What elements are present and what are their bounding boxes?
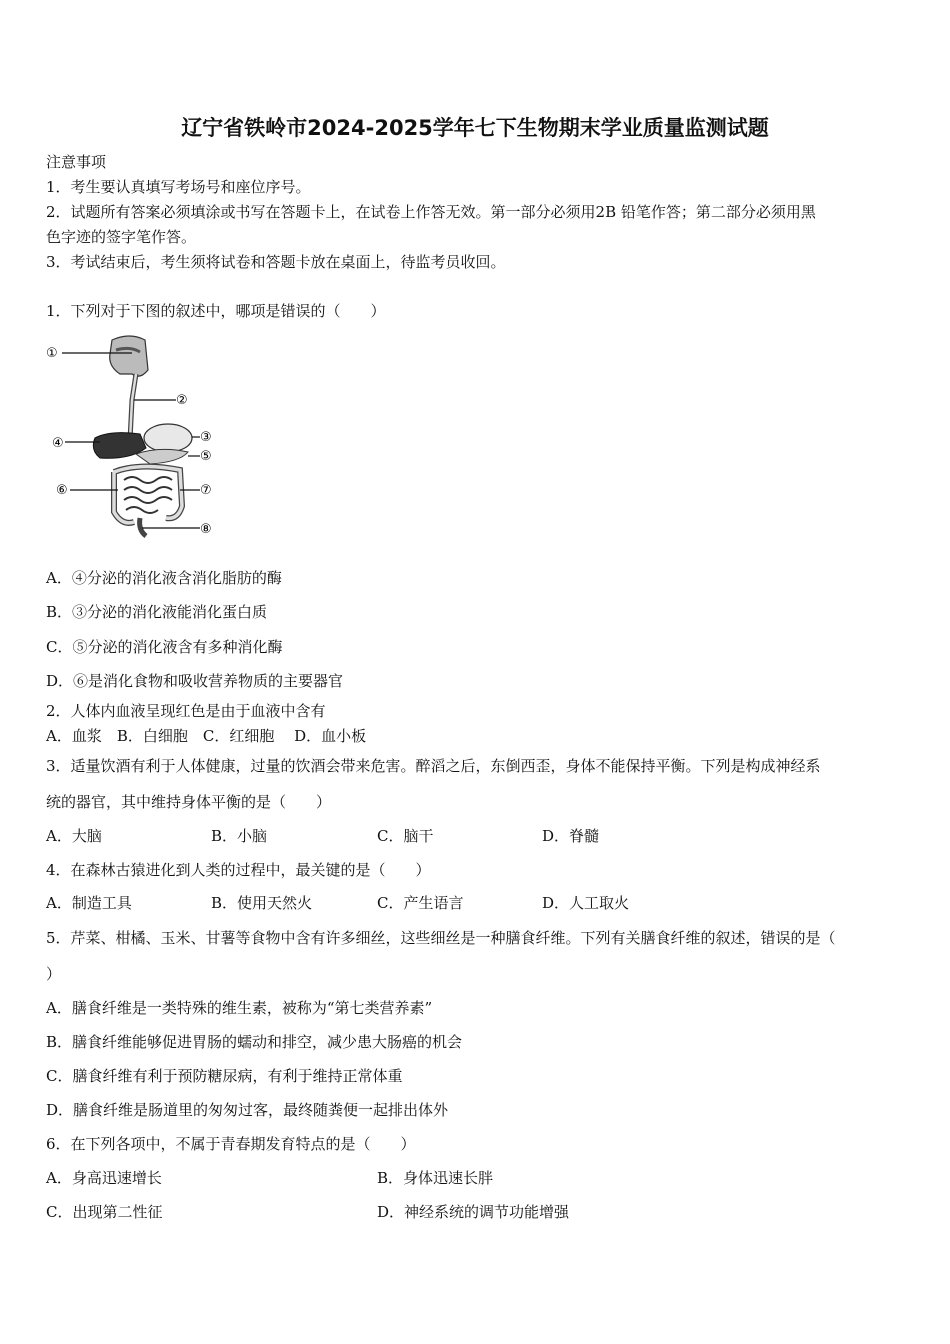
question-2-options: A．血浆 B．白细胞 C．红细胞 D．血小板	[46, 727, 367, 745]
figure-label: ③	[200, 430, 212, 445]
figure-label: ⑤	[200, 449, 212, 464]
question-1-stem: 1．下列对于下图的叙述中，哪项是错误的（ ）	[46, 302, 386, 320]
figure-label: ⑧	[200, 522, 212, 537]
notice-item: 3．考试结束后，考生须将试卷和答题卡放在桌面上，待监考员收回。	[46, 253, 506, 271]
notice-item: 色字迹的签字笔作答。	[46, 228, 197, 246]
question-3-stem: 3．适量饮酒有利于人体健康，过量的饮酒会带来危害。醉滔之后，东倒西歪，身体不能保持平衡。下列是构成神经系	[46, 757, 821, 775]
question-4-option-c: C．产生语言	[377, 894, 464, 912]
figure-label: ⑥	[56, 483, 68, 498]
notice-item: 2．试题所有答案必须填涂或书写在答题卡上，在试卷上作答无效。第一部分必须用2B 铅笔作答；第二部分必须用黑	[46, 203, 816, 221]
question-5-option-d: D．膳食纤维是肠道里的匆匆过客，最终随粪便一起排出体外	[46, 1101, 449, 1119]
page-title: 辽宁省铁岭市2024-2025学年七下生物期末学业质量监测试题	[181, 116, 769, 140]
question-3-option-c: C．脑干	[377, 827, 434, 845]
question-3-option-a: A．大脑	[46, 827, 102, 845]
question-1-option-c: C．⑤分泌的消化液含有多种消化酶	[46, 638, 283, 656]
question-4-stem: 4．在森林古猿进化到人类的过程中，最关键的是（ ）	[46, 861, 431, 879]
question-6-stem: 6．在下列各项中，不属于青春期发育特点的是（ ）	[46, 1135, 416, 1153]
notice-heading: 注意事项	[46, 153, 107, 171]
question-4-option-a: A．制造工具	[46, 894, 132, 912]
question-2-stem: 2．人体内血液呈现红色是由于血液中含有	[46, 702, 326, 720]
digestive-system-figure	[40, 330, 230, 540]
figure-label: ④	[52, 436, 64, 451]
question-5-stem: 5．芹菜、柑橘、玉米、甘薯等食物中含有许多细丝，这些细丝是一种膳食纤维。下列有关膳食纤维的叙述，错误的是（	[46, 929, 836, 947]
notice-item: 1．考生要认真填写考场号和座位序号。	[46, 178, 311, 196]
figure-label: ⑦	[200, 483, 212, 498]
question-4-option-b: B．使用天然火	[211, 894, 313, 912]
question-1-option-b: B．③分泌的消化液能消化蛋白质	[46, 603, 268, 621]
question-6-option-b: B．身体迅速长胖	[377, 1169, 494, 1187]
question-3-option-b: B．小脑	[211, 827, 268, 845]
question-5-stem-cont: ）	[46, 965, 62, 983]
question-6-option-d: D．神经系统的调节功能增强	[377, 1203, 570, 1221]
question-6-option-a: A．身高迅速增长	[46, 1169, 162, 1187]
question-4-option-d: D．人工取火	[542, 894, 630, 912]
question-5-option-a: A．膳食纤维是一类特殊的维生素，被称为“第七类营养素”	[46, 999, 433, 1017]
question-5-option-c: C．膳食纤维有利于预防糖尿病，有利于维持正常体重	[46, 1067, 403, 1085]
question-1-option-d: D．⑥是消化食物和吸收营养物质的主要器官	[46, 672, 344, 690]
figure-label: ①	[46, 346, 58, 361]
figure-label: ②	[176, 393, 188, 408]
question-5-option-b: B．膳食纤维能够促进胃肠的蠕动和排空，减少患大肠癌的机会	[46, 1033, 463, 1051]
question-3-stem-cont: 统的器官，其中维持身体平衡的是（ ）	[46, 793, 332, 811]
question-6-option-c: C．出现第二性征	[46, 1203, 163, 1221]
question-1-option-a: A．④分泌的消化液含消化脂肪的酶	[46, 569, 282, 587]
question-3-option-d: D．脊髓	[542, 827, 600, 845]
